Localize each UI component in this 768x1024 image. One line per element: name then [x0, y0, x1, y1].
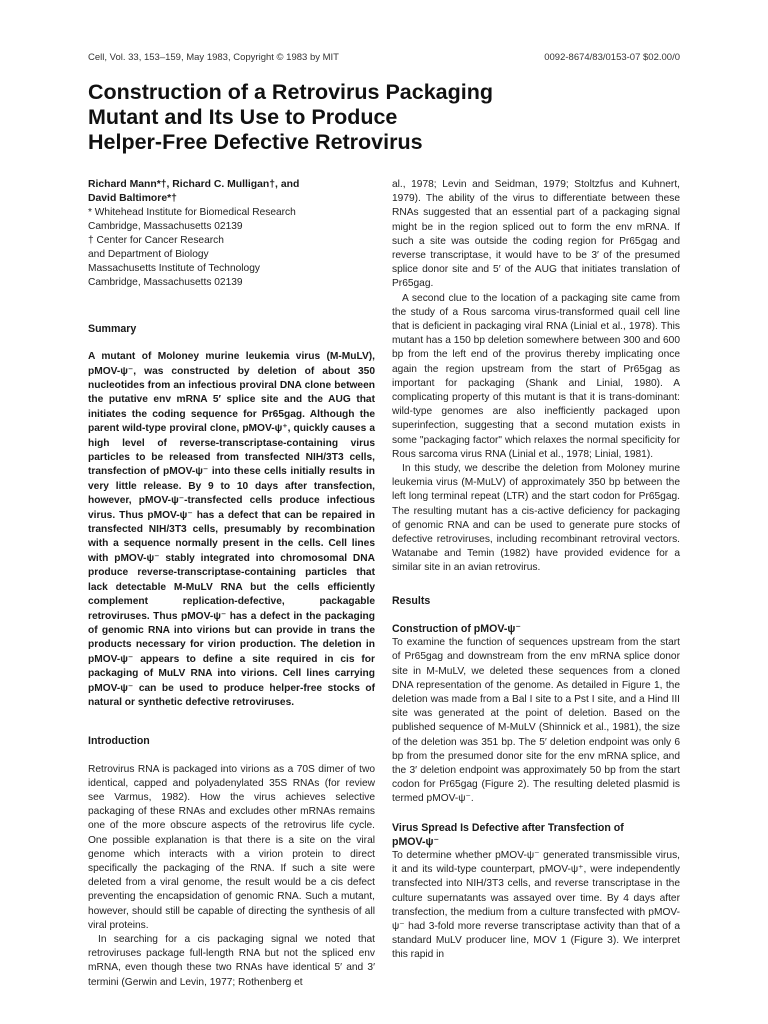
affiliation-line: † Center for Cancer Research: [88, 235, 224, 246]
intro-paragraph-1: Retrovirus RNA is packaged into virions as a 70S dimer of two identical, capped and polyadenylated 35S RNAs (for review see Varmus, 1982). How the virus achieves selective packaging of these RNAs and excludes other mRNAs remains one of the more obscure aspects of the retrovirus life cycle. One possible explanation is that there is a site on the viral genome which interacts with a virion protein to direct specifically the packaging of the RNA. If such a site were deleted from a viral genome, the result would be a cis defect preventing the encapsidation of genomic RNA. Such a mutant, however, should still be capable of directing the synthesis of all viral proteins.: [88, 763, 375, 931]
title-line-3: Helper-Free Defective Retrovirus: [88, 130, 423, 154]
summary-text: A mutant of Moloney murine leukemia virus (M-MuLV), pMOV-ψ⁻, was constructed by deletion of about 350 nucleotides from an infectious proviral DNA clone between the putative env mRNA 5′ splice site and the AUG that initiates the coding sequence for Pr65gag. Although the parent wild-type proviral clone, pMOV-ψ⁺, quickly causes a high level of reverse-transcriptase-containing virus particles to be released from transfected NIH/3T3 cells, transfection of pMOV-ψ⁻ into these cells initially results in very little release. By 9 to 10 days after transfection, however, pMOV-ψ⁻-transfected cells produce infectious virus. Thus pMOV-ψ⁻ has a defect that can be repaired in transfected NIH/3T3 cells, presumably by recombination with a sequence normally present in the cells. Cell lines with pMOV-ψ⁻ stably integrated into chromosomal DNA produce reverse-transcriptase-containing particles that lack detectable M-MuLV RNA but the cells efficiently complement replication-defective, packagable retroviruses. Thus pMOV-ψ⁻ has a defect in the packaging of genomic RNA into virions but can provide in trans the products necessary for virion production. The deletion in pMOV-ψ⁻ appears to define a site required in cis for packaging of MuLV RNA into virions. Cell lines carrying pMOV-ψ⁻ can be used to produce helper-free stocks of natural or synthetic defective retroviruses.: [88, 351, 375, 708]
journal-citation: Cell, Vol. 33, 153–159, May 1983, Copyright © 1983 by MIT: [88, 52, 339, 63]
affiliation-line: and Department of Biology: [88, 249, 209, 260]
title-line-1: Construction of a Retrovirus Packaging: [88, 80, 493, 104]
spread-subheading-line-1: Virus Spread Is Defective after Transfection of: [392, 821, 624, 834]
authors-line-2: David Baltimore*†: [88, 193, 177, 204]
affiliation-line: * Whitehead Institute for Biomedical Research: [88, 207, 296, 218]
affiliations: [88, 206, 375, 290]
intro-paragraph-2: In searching for a cis packaging signal we noted that retroviruses package full-length RNA but not the spliced env mRNA, even though these two RNAs have identical 5′ and 3′ termini (Gerwin and Levin, 1977; Rothenberg et: [88, 934, 375, 988]
results-heading: Results: [392, 594, 431, 607]
body-paragraph-1: al., 1978; Levin and Seidman, 1979; Stoltzfus and Kuhnert, 1979). The ability of the virus to differentiate between these RNAs suggested that an essential part of a packaging signal might be in the region spliced out to form the env mRNA. If such a site was outside the coding region for Pr65gag and reverse transcriptase, it would have to be 3′ of the presumed splice donor site and 5′ of the AUG that initiates translation of Pr65gag.: [392, 179, 680, 290]
spread-subheading: [392, 821, 680, 849]
body-paragraph-2: A second clue to the location of a packaging site came from the study of a Rous sarcoma virus-transformed quail cell line that is deficient in packaging viral RNA (Linial et al., 1978). This mutant has a 150 bp deletion somewhere between 300 and 600 bp from the left end of the provirus thereby implicating once again the region upstream from the start of Pr65gag as important for packaging (Shank and Linial, 1980). A complicating property of this mutant is that it is trans-dominant: wild-type genomes are also inefficiently packaged upon superinfection, suggesting that a second mutation exists in some "packaging factor" which relaxes the normal specificity for Rous sarcoma virus RNA (Linial et al., 1978; Linial, 1981).: [392, 292, 680, 460]
summary-heading: Summary: [88, 323, 137, 335]
running-header: [88, 52, 680, 63]
article-code: 0092-8674/83/0153-07 $02.00/0: [544, 52, 680, 63]
introduction-heading: Introduction: [88, 735, 150, 748]
body-paragraph-5: To determine whether pMOV-ψ⁻ generated transmissible virus, it and its wild-type counterpart, pMOV-ψ⁺, were independently transfected into NIH/3T3 cells, and reverse transcriptase in the culture supernatants was assayed over time. By 4 days after transfection, the medium from a culture transfected with pMOV-ψ⁻ had 3-fold more reverse transcriptase activity than that of a standard MuLV producer line, MOV 1 (Figure 3). We interpret this rapid in: [392, 849, 680, 961]
title-line-2: Mutant and Its Use to Produce: [88, 105, 398, 129]
body-paragraph-3: In this study, we describe the deletion from Moloney murine leukemia virus (M-MuLV) of approximately 350 bp between the left long terminal repeat (LTR) and the start codon for Pr65gag. The resulting mutant has a cis-active deficiency for packaging of genomic RNA and can be used to generate pure stocks of defective retroviruses, including recombinant retroviral vectors. Watanabe and Temin (1982) have provided evidence for a similar site in an avian retrovirus.: [392, 463, 680, 574]
spread-subheading-line-2: pMOV-ψ⁻: [392, 835, 440, 848]
right-column: [392, 178, 680, 963]
author-list: [88, 178, 375, 206]
affiliation-line: Massachusetts Institute of Technology: [88, 263, 260, 274]
left-column: [88, 178, 375, 990]
body-paragraph-4: To examine the function of sequences upstream from the start of Pr65gag and downstream from the env mRNA splice donor site in M-MuLV, we deleted these sequences from a cloned DNA representation of the genome. As detailed in Figure 1, the deletion was made from a Bal I site to a Pst I site, and a Hind III site was generated at the point of deletion. Based on the published sequence of M-MuLV (Shinnick et al., 1981), the size of the deletion was 351 bp. The 5′ deletion endpoint was only 6 bp from the presumed donor site for the env mRNA splice, and the 3′ deletion endpoint was approximately 50 bp from the start codon for Pr65gag (Figure 2). The resulting deleted plasmid is termed pMOV-ψ⁻.: [392, 637, 680, 805]
affiliation-line: Cambridge, Massachusetts 02139: [88, 277, 243, 288]
affiliation-line: Cambridge, Massachusetts 02139: [88, 221, 243, 232]
construction-subheading: Construction of pMOV-ψ⁻: [392, 622, 521, 635]
authors-line-1: Richard Mann*†, Richard C. Mulligan†, and: [88, 179, 300, 190]
article-title: [88, 80, 588, 155]
